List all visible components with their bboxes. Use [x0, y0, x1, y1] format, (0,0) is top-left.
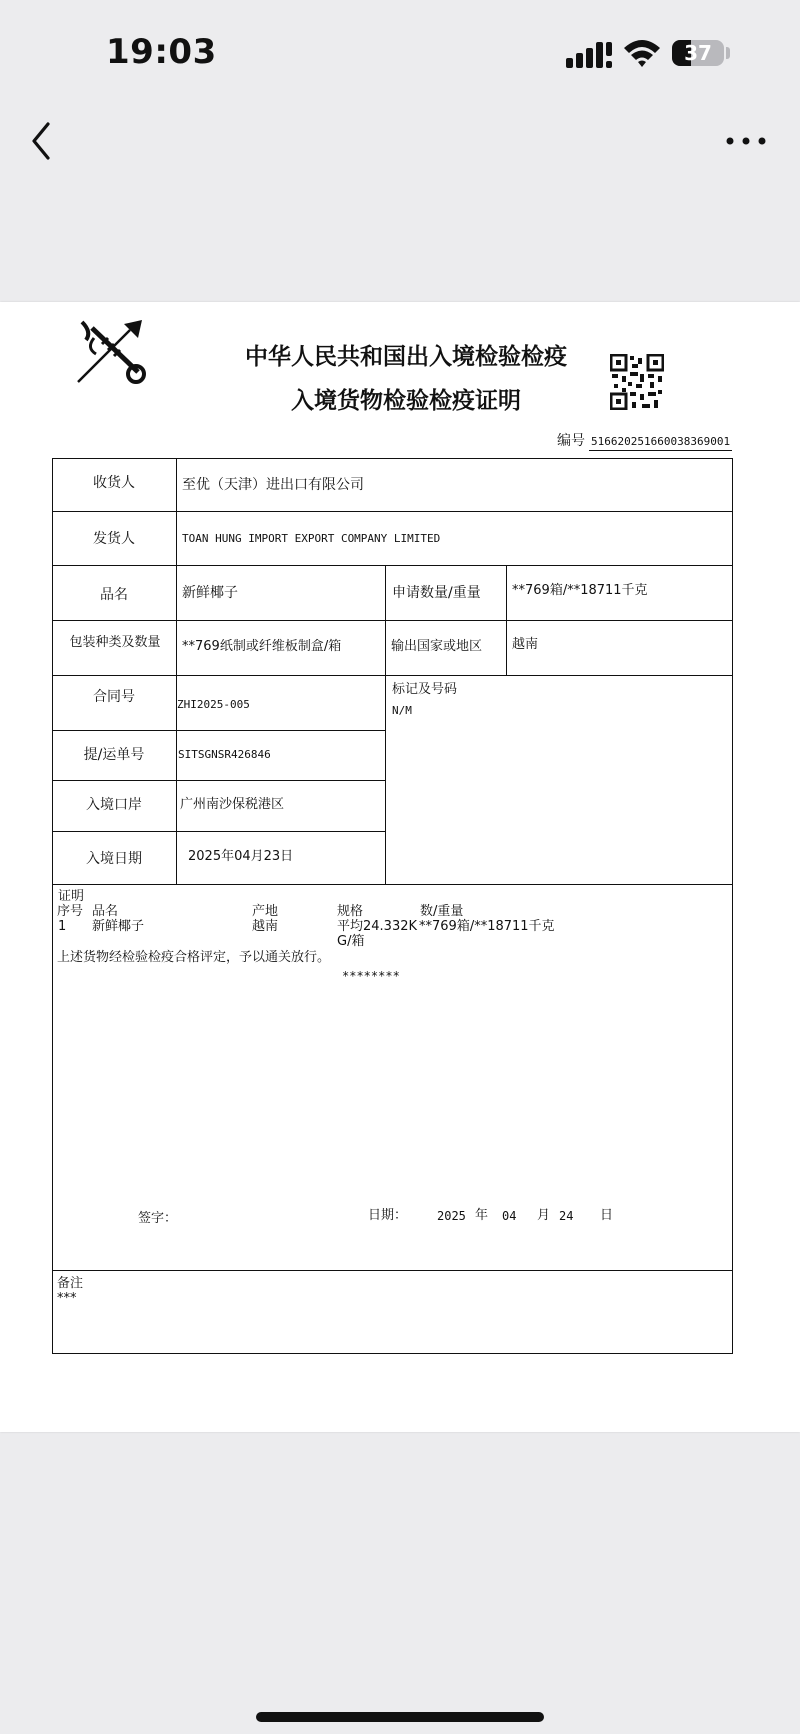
entry-date-value: 2025年04月23日: [188, 849, 294, 864]
more-dots-icon[interactable]: [724, 126, 768, 156]
consignor-label: 发货人: [93, 531, 135, 547]
packaging-label: 包装种类及数量: [69, 635, 161, 650]
certificate-number-value: 516620251660038369001: [589, 435, 732, 451]
document-page: [0, 302, 800, 1432]
date-year: 2025: [437, 1209, 466, 1223]
document-subtitle: 入境货物检验检疫证明: [291, 387, 521, 414]
marks-label: 标记及号码: [392, 682, 458, 697]
status-time: 19:03: [106, 32, 217, 72]
consignor-value: TOAN HUNG IMPORT EXPORT COMPANY LIMITED: [182, 532, 441, 545]
battery-cap: [726, 47, 730, 59]
port-label: 入境口岸: [86, 797, 142, 813]
row-qty: **769箱/**18711千克: [419, 919, 555, 934]
col-spec: 规格: [337, 904, 364, 919]
cellular-signal-icon: [566, 42, 612, 68]
contract-label: 合同号: [93, 689, 135, 705]
document-title: 中华人民共和国出入境检验检疫: [245, 343, 567, 370]
certificate-number-label: 编号: [557, 433, 585, 449]
marks-value: N/M: [392, 704, 412, 717]
bl-label: 提/运单号: [83, 747, 145, 763]
bl-value: SITSGNSR426846: [178, 748, 271, 761]
status-bar: [0, 0, 800, 100]
contract-value: ZHI2025-005: [177, 698, 250, 711]
certificate-form: [52, 458, 733, 1354]
consignee-label: 收货人: [93, 475, 135, 491]
port-value: 广州南沙保税港区: [180, 797, 285, 812]
remarks-label: 备注: [57, 1276, 84, 1291]
row-seq: 1: [58, 919, 67, 934]
consignee-value: 至优（天津）进出口有限公司: [182, 477, 364, 493]
row-spec-line1: 平均24.332K: [337, 919, 418, 934]
battery-icon: [672, 40, 724, 66]
signature-label: 签字：: [138, 1211, 178, 1226]
qr-code-icon: [610, 354, 664, 410]
col-name: 品名: [92, 904, 119, 919]
date-label: 日期：: [368, 1208, 408, 1223]
entry-date-label: 入境日期: [86, 851, 142, 867]
battery-level: 37: [684, 41, 712, 65]
certificate-number: [557, 430, 732, 451]
certificate-statement: 上述货物经检验检疫合格评定，予以通关放行。: [57, 950, 331, 965]
col-qty: 数/重量: [420, 904, 464, 919]
date-month: 04: [502, 1209, 517, 1223]
date-month-unit: 月: [537, 1208, 551, 1223]
date-day-unit: 日: [600, 1208, 614, 1223]
origin-country-value: 越南: [512, 637, 539, 652]
origin-country-label: 输出国家或地区: [391, 639, 483, 654]
row-origin: 越南: [252, 919, 279, 934]
col-seq: 序号: [57, 904, 84, 919]
packaging-value: **769纸制或纤维板制盒/箱: [182, 639, 342, 654]
wifi-icon: [622, 38, 662, 68]
row-name: 新鲜椰子: [92, 919, 145, 934]
home-indicator[interactable]: [256, 1712, 544, 1722]
certificate-stars: ********: [342, 969, 400, 983]
certificate-label: 证明: [58, 889, 85, 904]
declared-qty-value: **769箱/**18711千克: [512, 583, 648, 598]
chevron-left-icon[interactable]: [22, 118, 62, 164]
row-spec-line2: G/箱: [337, 934, 365, 949]
date-day: 24: [559, 1209, 574, 1223]
remarks-value: ***: [57, 1291, 77, 1306]
date-year-unit: 年: [475, 1208, 489, 1223]
product-value: 新鲜椰子: [182, 585, 238, 601]
declared-qty-label: 申请数量/重量: [392, 585, 481, 601]
product-label: 品名: [100, 587, 128, 603]
col-origin: 产地: [252, 904, 279, 919]
